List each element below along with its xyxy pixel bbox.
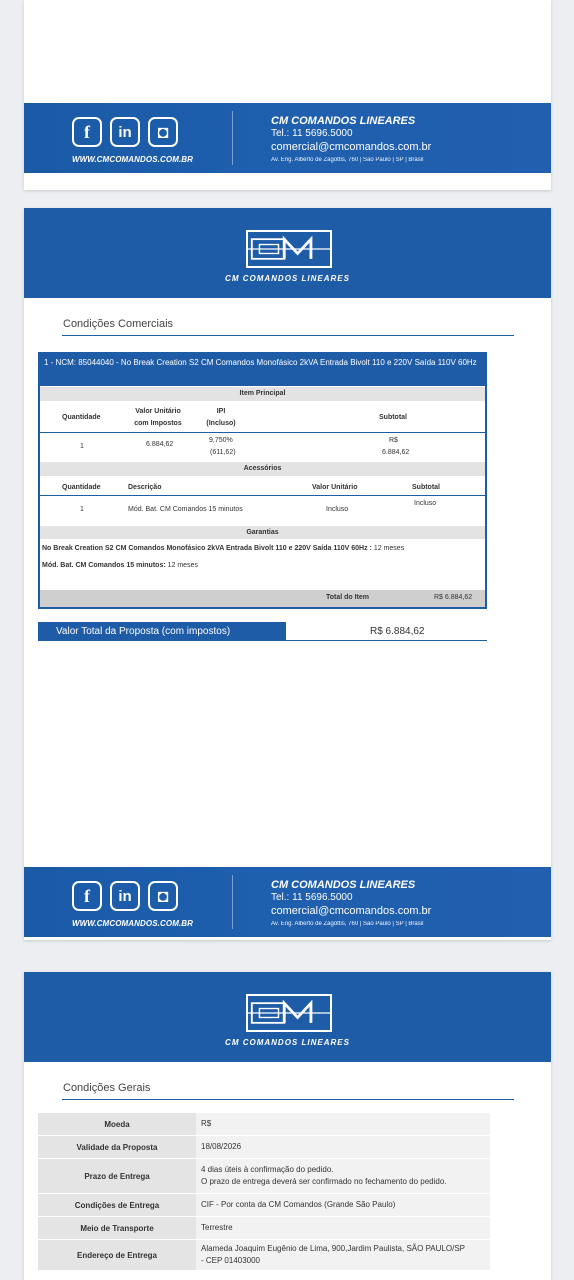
general-row-label: Prazo de Entrega	[38, 1159, 196, 1193]
social-links	[72, 117, 178, 147]
general-row-label: Meio de Transporte	[38, 1217, 196, 1239]
linkedin-icon[interactable]: in	[110, 117, 140, 147]
warranty-2-label: Mód. Bat. CM Comandos 15 minutos:	[42, 562, 166, 569]
acc-subtotal: Incluso	[414, 500, 437, 507]
section-rule	[62, 335, 514, 336]
header-rule	[40, 432, 485, 433]
main-item-heading: Item Principal	[40, 387, 485, 401]
general-row	[38, 1136, 490, 1159]
acc-header-desc: Descrição	[128, 484, 162, 491]
proposal-total-value: R$ 6.884,62	[370, 626, 425, 637]
general-row-label: Validade da Proposta	[38, 1136, 196, 1158]
warranty-1	[42, 545, 484, 552]
header-band	[24, 208, 551, 298]
warranty-1-value: 12 meses	[373, 545, 405, 552]
social-links-2	[72, 881, 178, 911]
acc-header-unit: Valor Unitário	[312, 484, 358, 491]
warranty-2	[42, 562, 198, 569]
general-row-value	[196, 1113, 490, 1135]
main-ipi-value: (611,62)	[210, 449, 236, 456]
linkedin-icon[interactable]: in	[110, 881, 140, 911]
general-row-value-line: R$	[201, 1119, 212, 1128]
footer-band-2	[24, 867, 551, 937]
item-total-label: Total do Item	[326, 594, 370, 601]
company-address: Av. Eng. Alberto de Zagottis, 760 | São Paulo | SP | Brasil	[271, 157, 424, 163]
company-address: Av. Eng. Alberto de Zagottis, 760 | São Paulo | SP | Brasil	[271, 921, 424, 927]
general-row-label: Endereço de Entrega	[38, 1240, 196, 1270]
proposal-total-label: Valor Total da Proposta (com impostos)	[38, 622, 286, 641]
item-title: 1 - NCM: 85044040 - No Break Creation S2 CM Comandos Monofásico 2kVA Entrada Bivolt 110 e 220V Saída 110V 60Hz	[40, 354, 485, 386]
facebook-icon[interactable]: f	[72, 881, 102, 911]
acc-header-rule	[40, 495, 485, 496]
email-link[interactable]: comercial@cmcomandos.com.br	[271, 905, 432, 917]
instagram-icon[interactable]: ◘	[148, 117, 178, 147]
general-row	[38, 1113, 490, 1136]
page-2-footer	[24, 867, 551, 937]
header-unit-value: Valor Unitário com Impostos	[134, 408, 182, 427]
header-band-3	[24, 972, 551, 1062]
email-link[interactable]: comercial@cmcomandos.com.br	[271, 141, 432, 153]
header-ipi: IPI (Incluso)	[206, 408, 236, 427]
acc-desc: Mód. Bat. CM Comandos 15 minutos	[128, 506, 243, 513]
header-qty: Quantidade	[62, 414, 101, 421]
company-name: CM COMANDOS LINEARES	[271, 879, 416, 891]
header-subtotal: Subtotal	[379, 414, 407, 421]
warranty-heading: Garantias	[40, 526, 485, 539]
facebook-icon[interactable]: f	[72, 117, 102, 147]
proposal-total-rule	[286, 640, 487, 641]
general-row-label: Condições de Entrega	[38, 1194, 196, 1216]
general-row-value	[196, 1240, 490, 1270]
footer-divider	[232, 111, 233, 165]
website-link[interactable]: WWW.CMCOMANDOS.COM.BR	[72, 919, 194, 928]
item-total-bar	[40, 590, 485, 607]
website-link[interactable]: WWW.CMCOMANDOS.COM.BR	[72, 155, 194, 164]
footer-divider	[232, 875, 233, 929]
phone-number: Tel.: 11 5696.5000	[271, 128, 353, 139]
main-subtotal-value: 6.884,62	[382, 449, 410, 456]
section-title-commercial: Condições Comerciais	[63, 318, 174, 330]
acc-header-qty: Quantidade	[62, 484, 101, 491]
general-row	[38, 1217, 490, 1240]
general-row-value	[196, 1217, 490, 1239]
general-row-label: Moeda	[38, 1113, 196, 1135]
general-row	[38, 1194, 490, 1217]
company-name: CM COMANDOS LINEARES	[271, 115, 416, 127]
warranty-1-label: No Break Creation S2 CM Comandos Monofásico 2kVA Entrada Bivolt 110 e 220V Saída 110V 60Hz :	[42, 545, 372, 552]
general-row-value-line: CIF - Por conta da CM Comandos (Grande São Paulo)	[201, 1200, 396, 1209]
footer-band	[24, 103, 551, 173]
general-row-value-line: Alameda Joaquim Eugênio de Lima, 900,Jardim Paulista, SÃO PAULO/SP	[201, 1244, 465, 1253]
acc-unit: Incluso	[326, 506, 349, 513]
general-row-value-line: Terrestre	[201, 1223, 233, 1232]
general-row-value-line: 4 dias úteis à confirmação do pedido.	[201, 1165, 334, 1174]
main-qty: 1	[80, 443, 84, 450]
section-title-general: Condições Gerais	[63, 1082, 151, 1094]
general-row-value-line: 18/08/2026	[201, 1142, 242, 1151]
item-box	[38, 352, 487, 609]
general-conditions-table	[38, 1113, 490, 1271]
cm-logo-icon	[246, 230, 332, 268]
acc-header-subtotal: Subtotal	[412, 484, 440, 491]
general-row-value	[196, 1136, 490, 1158]
phone-number: Tel.: 11 5696.5000	[271, 892, 353, 903]
instagram-icon[interactable]: ◘	[148, 881, 178, 911]
general-row	[38, 1159, 490, 1194]
general-row	[38, 1240, 490, 1271]
acc-qty: 1	[80, 506, 84, 513]
accessories-heading: Acessórios	[40, 462, 485, 476]
general-row-value	[196, 1159, 490, 1193]
logo-text: CM COMANDOS LINEARES	[225, 274, 350, 283]
page-1	[24, 0, 551, 190]
main-subtotal-currency: R$	[389, 437, 398, 444]
main-ipi-rate: 9,750%	[209, 437, 233, 444]
logo-text: CM COMANDOS LINEARES	[225, 1038, 350, 1047]
cm-logo-icon	[246, 994, 332, 1032]
warranty-2-value: 12 meses	[167, 562, 198, 569]
item-total-value: R$ 6.884,62	[434, 594, 473, 601]
general-row-value-line: - CEP 01403000	[201, 1256, 261, 1265]
general-row-value-line: O prazo de entrega deverá ser confirmado no fechamento do pedido.	[201, 1177, 447, 1186]
section-rule	[62, 1099, 514, 1100]
main-unit-value: 6.884,62	[146, 441, 174, 448]
general-row-value	[196, 1194, 490, 1216]
